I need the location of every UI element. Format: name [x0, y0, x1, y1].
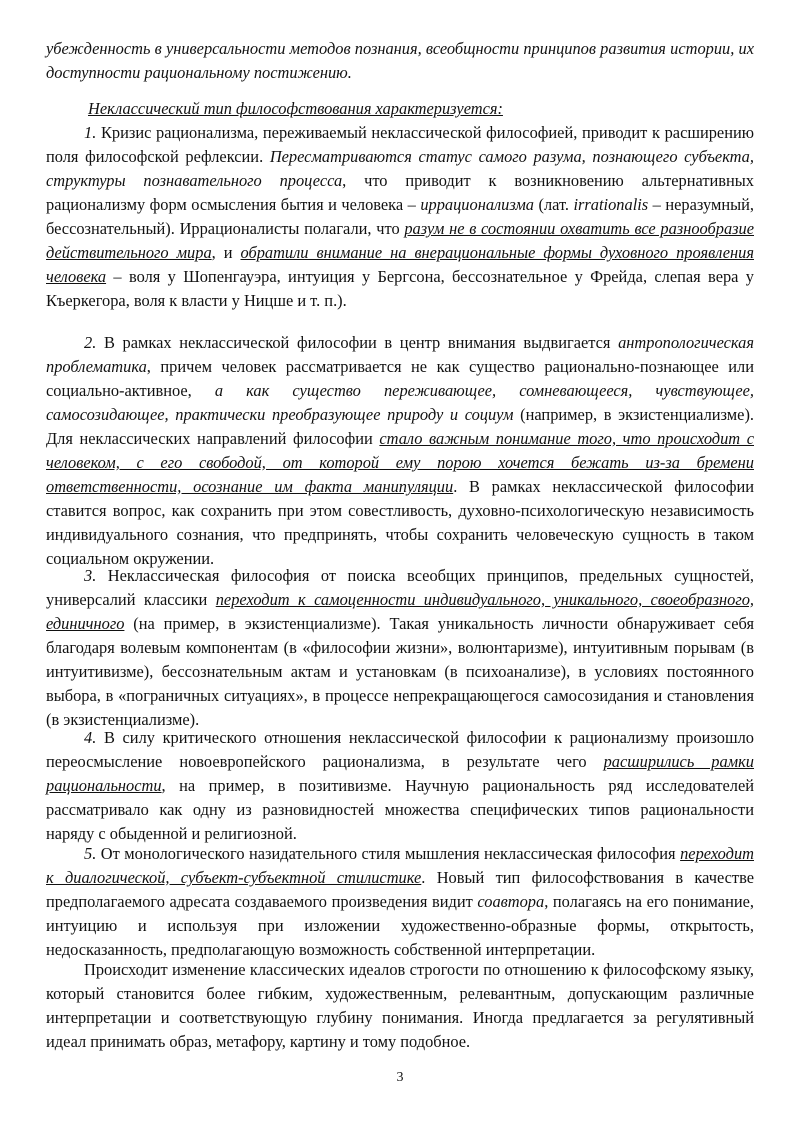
p5-text-1: От монологического назидательного стиля мышления неклассическая философия [96, 844, 681, 863]
paragraph-4-number: 4. [84, 728, 97, 747]
p4-text-2: , на пример, в позитивизме. Научную рациональность ряд исследователей рассматривало как одну из разновидностей множества специфических типов рациональности наряду с обыденной и религиозной. [46, 776, 754, 843]
p3-text-1: Неклассическая философия от поиска всеобщих принципов, предельных сущностей, универсалий классики [46, 566, 754, 609]
p2-text-3: (например, в экзистенциализме). Для неклассических направлений философии [46, 405, 754, 448]
intro-paragraph: убежденность в универсальности методов познания, всеобщности принципов развития истории, их доступности рациональному постижению. [46, 39, 754, 82]
p4-text-1: В силу критического отношения неклассической философии к рационализму произошло переосмысление новоевропейского рационализма, в результате чего [46, 728, 754, 771]
paragraph-5-block [46, 842, 754, 962]
p1-italic-2: иррационализма [420, 195, 535, 214]
p1-italic-3: irrationalis [573, 195, 649, 214]
p3-underlined-1: переходит к самоценности индивидуального, уникального, своеобразного, единичного [46, 590, 755, 633]
p5-underlined-1: переходит к диалогической, субъект-субъектной стилистике [46, 844, 754, 887]
heading-block [46, 97, 754, 121]
p3-text-2: (на пример, в экзистенциализме). Такая уникальность личности обнаруживает себя благодаря волевым компонентам (в «философии жизни», волюнтаризме), интуитивным порывам (в интуитивизме), бессознательным актам и установкам (в психоанализе), в условиях постоянного выбора, в «пограничных ситуациях», в процессе непрекращающегося самосозидания и становления (в экзистенциализме). [46, 614, 754, 729]
paragraph-1-block [46, 121, 754, 313]
paragraph-5-number: 5. [84, 844, 97, 863]
p2-italic-2: а как существо переживающее, сомневающееся, чувствующее, самосозидающее, практически преобразующее природу и социум [46, 381, 754, 424]
paragraph-2-block [46, 331, 754, 571]
paragraph-3-block [46, 564, 754, 732]
p1-text-2: , что приводит к возникновению альтернативных рационализму форм осмысления бытия и человека – [46, 171, 754, 214]
paragraph-2 [46, 331, 754, 571]
intro-block [46, 37, 754, 85]
paragraph-2-number: 2. [84, 333, 97, 352]
p2-text-4: . В рамках неклассической философии ставится вопрос, как сохранить при этом совестливость, духовно-психологическую независимость индивидуального сознания, что предпринять, чтобы сохранить человеческую сущность в таком социальном окружении. [46, 477, 755, 568]
paragraph-1-number: 1. [84, 123, 97, 142]
p2-italic-1: антропологическая проблематика [46, 333, 754, 376]
p2-text-1: В рамках неклассической философии в центр внимания выдвигается [96, 333, 619, 352]
p1-italic-1: Пересматриваются статус самого разума, познающего субъекта, структуры познавательного процесса [46, 147, 754, 190]
p5-text-2: . Новый тип философствования в качестве предполагаемого адресата создаваемого произведения видит [46, 868, 754, 911]
p2-text-2: , причем человек рассматривается не как существо рационально-познающее или социально-активное, [46, 357, 754, 400]
paragraph-6: Происходит изменение классических идеалов строгости по отношению к философскому языку, который становится более гибким, художественным, релевантным, допускающим различные интерпретации и соответствующую глубину понимания. Иногда предлагается за регулятивный идеал принимать образ, метафору, картину и тому подобное. [46, 960, 754, 1051]
paragraph-6-block [46, 958, 754, 1054]
paragraph-3 [46, 564, 754, 732]
p5-italic-1: соавтора [477, 892, 545, 911]
p1-underlined-1: разум не в состоянии охватить все разнообразие действительного мира [46, 219, 754, 262]
p1-text-1: Кризис рационализма, переживаемый неклассической философией, приводит к расширению поля философской рефлексии. [46, 123, 754, 166]
paragraph-5 [46, 842, 754, 962]
page-number: 3 [396, 1070, 404, 1085]
p2-underlined-1: стало важным понимание того, что происходит с человеком, с его свободой, от которой ему порою хочется бежать из-за бремени ответственности, осознание им факта манипуляции [46, 429, 754, 496]
paragraph-4-block [46, 726, 754, 846]
p1-underlined-2: обратили внимание на внерациональные формы духовного проявления человека [46, 243, 754, 286]
section-heading: Неклассический тип философствования характеризуется: [88, 99, 503, 118]
p1-text-5: , и [211, 243, 241, 262]
p1-text-6: – воля у Шопенгауэра, интуиция у Бергсона, бессознательное у Фрейда, слепая вера у Къеркегора, воля к власти у Ницше и т. п.). [46, 267, 754, 310]
p5-text-3: , полагаясь на его понимание, интуицию и используя при изложении художественно-образные формы, открытость, недосказанность, предполагающую возможность собственной интерпретации. [46, 892, 754, 959]
paragraph-1 [46, 121, 754, 313]
paragraph-3-number: 3. [84, 566, 97, 585]
p4-underlined-1: расширились рамки рациональности [46, 752, 755, 795]
paragraph-4 [46, 726, 754, 846]
p1-text-4: – неразумный, бессознательный). Иррационалисты полагали, что [46, 195, 754, 238]
p1-text-3: (лат. [534, 195, 574, 214]
